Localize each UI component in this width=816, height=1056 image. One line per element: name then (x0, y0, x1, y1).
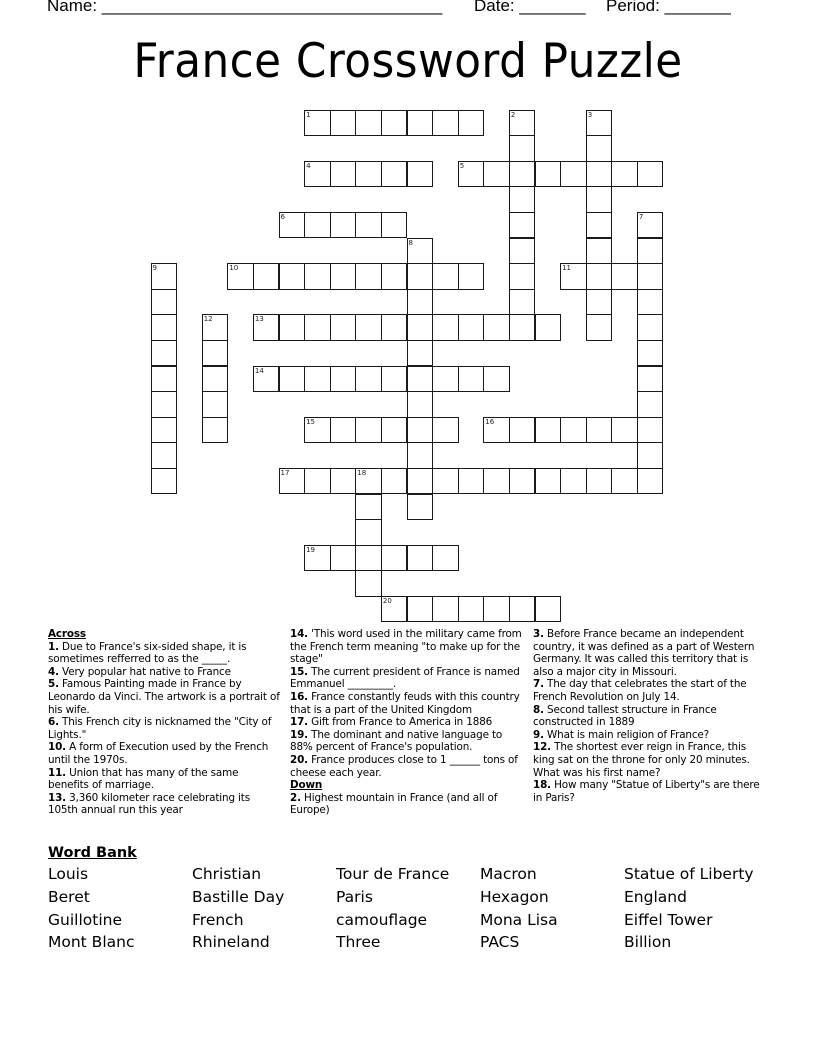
crossword-cell[interactable] (407, 366, 434, 393)
word-bank-heading: Word Bank (48, 845, 137, 861)
crossword-cell[interactable] (535, 468, 562, 495)
crossword-cell[interactable] (611, 468, 638, 495)
crossword-cell[interactable] (586, 186, 613, 213)
word-bank-item: Eiffel Tower (624, 910, 713, 929)
crossword-cell[interactable] (637, 289, 664, 316)
crossword-cell[interactable] (355, 545, 382, 572)
crossword-cell[interactable] (560, 161, 587, 188)
clue-across-19: 19. The dominant and native language to 88% percent of France's population. (290, 728, 503, 754)
clue-number: 5 (459, 161, 465, 170)
crossword-cell[interactable] (407, 596, 434, 623)
clue-number: 17 (280, 468, 290, 477)
clue-across-4: 4. Very popular hat native to France (48, 665, 231, 678)
clue-across-16: 16. France constantly feuds with this country that is a part of the United Kingdom (290, 690, 520, 716)
crossword-cell[interactable] (509, 110, 536, 137)
word-bank-item: Macron (480, 865, 537, 883)
crossword-cell[interactable] (330, 212, 357, 239)
clue-across-10: 10. A form of Execution used by the French until the 1970s. (48, 741, 269, 766)
clue-across-1: 1. Due to France's six-sided shape, it is sometimes refferred to as the _____. (48, 640, 247, 666)
crossword-cell[interactable] (560, 417, 587, 444)
crossword-cell[interactable] (355, 494, 382, 521)
crossword-cell[interactable] (637, 442, 664, 469)
crossword-cell[interactable] (432, 596, 459, 623)
crossword-cell[interactable] (407, 468, 434, 495)
crossword-cell[interactable] (483, 314, 510, 341)
crossword-cell[interactable] (355, 366, 382, 393)
crossword-cell[interactable] (151, 289, 178, 316)
crossword-cell[interactable] (483, 417, 510, 444)
word-bank-item: Billion (624, 933, 672, 952)
crossword-cell[interactable] (637, 340, 664, 367)
page-title: France Crossword Puzzle (133, 34, 683, 89)
crossword-cell[interactable] (432, 366, 459, 393)
crossword-cell[interactable] (407, 314, 434, 341)
crossword-cell[interactable] (304, 212, 331, 239)
crossword-cell[interactable] (355, 263, 382, 290)
crossword-cell[interactable] (151, 468, 178, 495)
crossword-cell[interactable] (483, 366, 510, 393)
crossword-cell[interactable] (381, 212, 408, 239)
crossword-cell[interactable] (304, 161, 331, 188)
crossword-cell[interactable] (202, 314, 229, 341)
clue-number: 3 (587, 110, 593, 119)
clue-number: 16 (485, 417, 495, 426)
crossword-cell[interactable] (458, 366, 485, 393)
crossword-cell[interactable] (560, 263, 587, 290)
crossword-cell[interactable] (330, 161, 357, 188)
word-bank-item: England (624, 887, 687, 906)
crossword-cell[interactable] (586, 161, 613, 188)
word-bank-item: French (192, 910, 244, 929)
crossword-cell[interactable] (304, 468, 331, 495)
crossword-cell[interactable] (586, 468, 613, 495)
crossword-cell[interactable] (432, 263, 459, 290)
crossword-cell[interactable] (253, 263, 280, 290)
crossword-cell[interactable] (509, 238, 536, 265)
clue-number: 6 (280, 212, 285, 221)
word-bank-item: Three (336, 933, 381, 952)
crossword-cell[interactable] (637, 391, 664, 418)
crossword-cell[interactable] (253, 314, 280, 341)
clue-across-11: 11. Union that has many of the same benefits of marriage. (48, 766, 239, 792)
crossword-cell[interactable] (509, 596, 536, 623)
word-bank-item: Louis (48, 865, 89, 883)
crossword-cell[interactable] (586, 238, 613, 265)
crossword-cell[interactable] (381, 417, 408, 444)
clue-across-5: 5. Famous Painting made in France by Leonardo da Vinci. The artwork is a portrait of his wife. (48, 678, 280, 716)
crossword-cell[interactable] (637, 238, 664, 265)
word-bank-item: PACS (480, 933, 520, 952)
crossword-cell[interactable] (227, 263, 254, 290)
crossword-cell[interactable] (330, 417, 357, 444)
crossword-cell[interactable] (407, 442, 434, 469)
word-bank-item: Paris (336, 887, 373, 906)
clue-down-7: 7. The day that celebrates the start of the French Revolution on July 14. (533, 678, 747, 703)
crossword-cell[interactable] (458, 468, 485, 495)
crossword-cell[interactable] (202, 366, 229, 393)
clue-across-15: 15. The current president of France is named Emmanuel _________. (290, 665, 520, 691)
crossword-cell[interactable] (381, 596, 408, 623)
word-bank-list (48, 864, 774, 953)
name-field[interactable]: Name: ____________________________________ (47, 0, 443, 15)
crossword-cell[interactable] (202, 391, 229, 418)
crossword-cell[interactable] (509, 314, 536, 341)
crossword-cell[interactable] (330, 366, 357, 393)
clue-across-13: 13. 3,360 kilometer race celebrating its 105th annual run this year (48, 791, 250, 817)
crossword-cell[interactable] (381, 161, 408, 188)
crossword-cell[interactable] (407, 545, 434, 572)
crossword-cell[interactable] (432, 468, 459, 495)
crossword-cell[interactable] (509, 135, 536, 162)
clue-number: 20 (382, 596, 392, 605)
crossword-cell[interactable] (355, 468, 382, 495)
crossword-cell[interactable] (355, 110, 382, 137)
crossword-cell[interactable] (304, 366, 331, 393)
crossword-cell[interactable] (637, 314, 664, 341)
crossword-cell[interactable] (407, 238, 434, 265)
crossword-cell[interactable] (458, 110, 485, 137)
clue-down-12: 12. The shortest ever reign in France, this king sat on the throne for only 20 minutes. What was his first name? (533, 741, 750, 779)
clue-number: 12 (203, 315, 213, 324)
word-bank-item: Tour de France (336, 865, 450, 883)
crossword-cell[interactable] (509, 468, 536, 495)
crossword-cell[interactable] (202, 417, 229, 444)
crossword-cell[interactable] (637, 212, 664, 239)
crossword-cell[interactable] (304, 314, 331, 341)
clues-column-1 (48, 628, 280, 817)
word-bank-item: Bastille Day (192, 887, 285, 906)
crossword-cell[interactable] (611, 161, 638, 188)
clue-number: 4 (306, 161, 311, 170)
crossword-cell[interactable] (381, 263, 408, 290)
crossword-cell[interactable] (330, 468, 357, 495)
clues-column-3 (533, 628, 765, 804)
crossword-cell[interactable] (151, 417, 178, 444)
crossword-cell[interactable] (611, 263, 638, 290)
crossword-cell[interactable] (432, 314, 459, 341)
word-bank-item: Christian (192, 865, 262, 883)
clue-down-3: 3. Before France became an independent country, it was defined as a part of Western Germany. It was called this territory that is also a major city in Missouri. (533, 628, 755, 678)
crossword-cell[interactable] (330, 545, 357, 572)
crossword-cell[interactable] (279, 263, 306, 290)
crossword-cell[interactable] (151, 314, 178, 341)
crossword-cell[interactable] (407, 417, 434, 444)
word-bank (48, 845, 774, 953)
crossword-cell[interactable] (304, 110, 331, 137)
crossword-cell[interactable] (381, 110, 408, 137)
clue-number: 10 (229, 264, 239, 273)
crossword-cell[interactable] (637, 468, 664, 495)
clue-across-17: 17. Gift from France to America in 1886 (290, 716, 493, 729)
crossword-cell[interactable] (535, 314, 562, 341)
clue-number: 19 (306, 545, 316, 554)
clue-number: 18 (357, 468, 367, 477)
crossword-cell[interactable] (458, 263, 485, 290)
crossword-cell[interactable] (330, 314, 357, 341)
crossword-cell[interactable] (151, 366, 178, 393)
crossword-cell[interactable] (304, 417, 331, 444)
crossword-cell[interactable] (611, 417, 638, 444)
crossword-cell[interactable] (483, 468, 510, 495)
period-field[interactable]: Period: _______ (606, 0, 731, 15)
crossword-cell[interactable] (407, 494, 434, 521)
clue-number: 9 (152, 264, 157, 273)
clue-across-20: 20. France produces close to 1 ______ tons of cheese each year. (290, 753, 518, 779)
crossword-cell[interactable] (279, 314, 306, 341)
crossword-cell[interactable] (355, 212, 382, 239)
crossword-cell[interactable] (381, 366, 408, 393)
clues-column-2 (290, 628, 526, 817)
clue-number: 1 (306, 110, 311, 119)
down-heading: Down (290, 779, 323, 792)
crossword-cell[interactable] (407, 289, 434, 316)
word-bank-item: Hexagon (480, 887, 549, 906)
crossword-cell[interactable] (509, 186, 536, 213)
clue-number: 13 (254, 315, 264, 324)
clue-number: 15 (306, 417, 316, 426)
clue-number: 8 (408, 238, 413, 247)
crossword-cell[interactable] (586, 110, 613, 137)
across-heading: Across (48, 628, 86, 640)
date-field[interactable]: Date: _______ (474, 0, 586, 15)
clue-number: 14 (254, 366, 264, 375)
crossword-cell[interactable] (432, 417, 459, 444)
crossword-cell[interactable] (458, 314, 485, 341)
crossword-cell[interactable] (432, 545, 459, 572)
crossword-cell[interactable] (586, 289, 613, 316)
crossword-cell[interactable] (509, 289, 536, 316)
word-bank-item: Mona Lisa (480, 910, 558, 929)
crossword-cell[interactable] (458, 596, 485, 623)
clue-across-14: 14. 'This word used in the military came from the French term meaning "to make up for the stage" (290, 628, 522, 666)
crossword-cell[interactable] (483, 596, 510, 623)
clue-number: 7 (638, 212, 644, 221)
clue-number: 11 (562, 264, 572, 273)
crossword-cell[interactable] (253, 366, 280, 393)
crossword-cell[interactable] (509, 161, 536, 188)
crossword-cell[interactable] (407, 391, 434, 418)
crossword-cell[interactable] (304, 263, 331, 290)
crossword-cell[interactable] (355, 570, 382, 597)
word-bank-item: Beret (48, 887, 90, 906)
clue-down-2: 2. Highest mountain in France (and all of Europe) (290, 791, 498, 817)
clue-down-18: 18. How many "Statue of Liberty"s are there in Paris? (533, 779, 760, 804)
clue-down-9: 9. What is main religion of France? (533, 728, 710, 741)
clue-down-8: 8. Second tallest structure in France constructed in 1889 (533, 703, 717, 729)
crossword-cell[interactable] (586, 212, 613, 239)
crossword-cell[interactable] (151, 391, 178, 418)
crossword-cell[interactable] (407, 110, 434, 137)
crossword-cell[interactable] (330, 110, 357, 137)
crossword-cell[interactable] (509, 263, 536, 290)
crossword-cell[interactable] (483, 161, 510, 188)
crossword-cell[interactable] (509, 212, 536, 239)
crossword-cell[interactable] (279, 212, 306, 239)
crossword-cell[interactable] (151, 340, 178, 367)
crossword-cell[interactable] (637, 366, 664, 393)
word-bank-item: Mont Blanc (48, 933, 135, 952)
crossword-cell[interactable] (535, 161, 562, 188)
crossword-cell[interactable] (407, 263, 434, 290)
crossword-cell[interactable] (560, 468, 587, 495)
crossword-cell[interactable] (458, 161, 485, 188)
crossword-cell[interactable] (407, 340, 434, 367)
crossword-cell[interactable] (330, 263, 357, 290)
word-bank-item: Rhineland (192, 933, 270, 952)
crossword-cell[interactable] (381, 468, 408, 495)
crossword-cell[interactable] (279, 468, 306, 495)
clue-across-6: 6. This French city is nicknamed the "City of Lights." (48, 716, 272, 741)
word-bank-item: Guillotine (48, 910, 122, 929)
crossword-cell[interactable] (151, 442, 178, 469)
crossword-cell[interactable] (586, 135, 613, 162)
crossword-cell[interactable] (304, 545, 331, 572)
crossword-cell[interactable] (535, 417, 562, 444)
crossword-cell[interactable] (355, 519, 382, 546)
crossword-cell[interactable] (279, 366, 306, 393)
crossword-cell[interactable] (586, 314, 613, 341)
crossword-cell[interactable] (355, 161, 382, 188)
crossword-cell[interactable] (509, 417, 536, 444)
clue-number: 2 (510, 110, 516, 119)
word-bank-item: Statue of Liberty (624, 865, 754, 883)
word-bank-item: camouflage (336, 910, 428, 929)
crossword-cell[interactable] (202, 340, 229, 367)
crossword-cell[interactable] (586, 263, 613, 290)
crossword-cell[interactable] (637, 263, 664, 290)
crossword-cell[interactable] (151, 263, 178, 290)
crossword-cell[interactable] (355, 417, 382, 444)
crossword-cell[interactable] (586, 417, 613, 444)
crossword-cell[interactable] (381, 545, 408, 572)
crossword-cell[interactable] (535, 596, 562, 623)
crossword-cell[interactable] (432, 110, 459, 137)
crossword-cell[interactable] (381, 314, 408, 341)
crossword-cell[interactable] (355, 314, 382, 341)
crossword-cell[interactable] (637, 161, 664, 188)
crossword-cell[interactable] (407, 161, 434, 188)
crossword-cell[interactable] (637, 417, 664, 444)
